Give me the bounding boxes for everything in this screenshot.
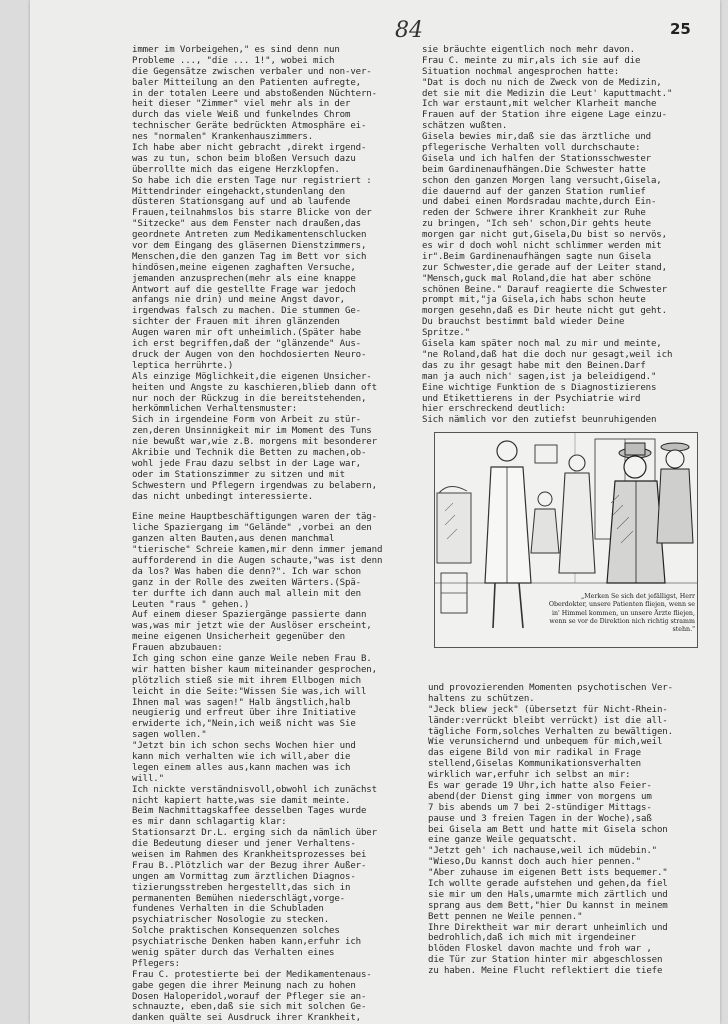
text-line: Situation nochmal angesprochen hatte:: [422, 66, 620, 77]
text-line: überrollte mich das eigene Herzklopfen.: [132, 164, 340, 175]
text-line: Frau C. protestierte bei der Medikamentenaus-: [132, 969, 372, 980]
text-line: Ich nickte verständnisvoll,obwohl ich zunächst: [132, 784, 377, 795]
text-line: und Etikettierens in der Psychiatrie wird: [422, 393, 641, 404]
text-line: sichter der Frauen mit ihren glänzenden: [132, 317, 340, 328]
text-line: sie bräuchte eigentlich noch mehr davon.: [422, 45, 635, 55]
text-line: Ich ging schon eine ganze Weile neben Frau B.: [132, 653, 372, 664]
text-line: "Wieso,Du kannst doch auch hier pennen.": [428, 857, 641, 868]
text-line: psychiatrische Denken haben kann,erfuhr ich: [132, 937, 361, 948]
right-text-column-bottom: [428, 683, 728, 977]
text-line: tägliche Form,solches Verhalten zu bewältigen.: [428, 726, 673, 737]
text-line: zen,deren Unsinnigkeit mir im Moment des Tuns: [132, 426, 372, 437]
text-line: es wir d doch wohl nicht schlimmer werden mit: [422, 241, 662, 252]
text-line: ganzen alten Bauten,aus denen manchmal: [132, 534, 335, 545]
text-line: ich erst begriffen,daß der "glänzende" Aus-: [132, 339, 361, 350]
text-line: legen einem alles aus,kann machen was ich: [132, 762, 351, 773]
text-line: die Bedeutung dieser und jener Verhaltens-: [132, 839, 356, 850]
text-line: leptica herrührte.): [132, 360, 234, 371]
text-line: haltens zu schützen.: [428, 693, 535, 704]
text-line: man ja auch nich' sagen,ist ja beleidigend.": [422, 371, 657, 382]
text-line: "Aber zuhause im eigenen Bett ists bequemer.": [428, 868, 668, 879]
text-line: prompt mit,"ja Gisela,ich habs schon heute: [422, 295, 646, 306]
text-line: beim Gardinenaufhängen.Die Schwester hatte: [422, 164, 646, 175]
text-line: Ihnen mal was sagen!" Halb ängstlich,halb: [132, 697, 351, 708]
text-line: technischer Geräte bedrückten Atmosphäre ei-: [132, 121, 367, 132]
text-line: zu bringen, "Ich seh' schon,Dir gehts heute: [422, 219, 651, 230]
text-line: und provozierenden Momenten psychotischen Ver-: [428, 683, 673, 693]
text-line: Gisela kam später noch mal zu mir und meinte,: [422, 339, 662, 350]
handwritten-page-number: 84: [395, 18, 423, 43]
text-line: und dabei einen Mordsradau machte,durch Ein-: [422, 197, 657, 208]
text-line: fundenes Verhalten in die Schubladen: [132, 904, 324, 915]
text-line: Frau C. meinte zu mir,als ich sie auf die: [422, 55, 641, 66]
text-line: länder:verrückt bleibt verrückt) ist die all-: [428, 715, 668, 726]
text-line: neugierig und erfreut über ihre Initiative: [132, 708, 356, 719]
text-line: weisen im Rahmen des Krankheitsprozesses bei: [132, 850, 367, 861]
text-line: düsteren Stationsgang auf und ab laufende: [132, 197, 351, 208]
text-line: jemanden anzusprechen(mehr als eine knappe: [132, 273, 356, 284]
text-line: "Mensch,guck mal Roland,die hat aber schöne: [422, 273, 651, 284]
text-line: sagen wollen.": [132, 730, 207, 741]
text-line: nes "normalen" Krankenhauszimmers.: [132, 132, 314, 143]
scanned-page: [30, 0, 720, 1024]
text-line: "Jeck bliew jeck" (übersetzt für Nicht-Rhein-: [428, 704, 668, 715]
text-line: wirklich war,erfuhr ich selbst an mir:: [428, 770, 631, 781]
text-line: pause und 3 freien Tagen in der Woche),saß: [428, 813, 652, 824]
text-line: wir hatten bisher kaum miteinander gesprochen,: [132, 664, 377, 675]
text-line: anfangs nie drin) und meine Angst davor,: [132, 295, 345, 306]
text-line: Bett pennen ne Weile pennen.": [428, 911, 583, 922]
text-line: durch das viele Weiß und funkelndes Chrom: [132, 110, 351, 121]
text-line: Gisela und ich halfen der Stationsschwester: [422, 153, 651, 164]
text-line: Sich nämlich vor den zutiefst beunruhigenden: [422, 415, 657, 426]
text-line: "Jetzt geh' ich nachause,weil ich müdebin.": [428, 846, 657, 857]
text-line: herkömmlichen Verhaltensmuster:: [132, 404, 298, 415]
text-line: zur Schwester,die gerade auf der Leiter stand,: [422, 262, 667, 273]
text-line: wohl jede Frau dazu selbst in der Lage war,: [132, 458, 361, 469]
text-line: sprang aus dem Bett,"hier Du kannst in meinem: [428, 900, 668, 911]
text-line: die Gegensätze zwischen verbaler und non-ver-: [132, 66, 372, 77]
text-line: danken quälte sei Ausdruck ihrer Krankheit,: [132, 1013, 361, 1024]
text-line: das nicht unbedingt interessierte.: [132, 491, 314, 502]
text-line: Beim Nachmittagskaffee desselben Tages wurde: [132, 806, 367, 817]
text-line: Antwort auf die gestellte Frage war jedoch: [132, 284, 356, 295]
text-line: Eine meine Hauptbeschäftigungen waren der täg-: [132, 512, 377, 523]
text-line: Akribie und Technik die Betten zu machen,ob-: [132, 447, 367, 458]
text-line: vor dem Eingang des gläsernen Dienstzimmers,: [132, 241, 367, 252]
text-line: das eigene Bild von mir radikal in Frage: [428, 748, 641, 759]
text-line: heit dieser "Zimmer" viel mehr als in der: [132, 99, 351, 110]
text-line: pflegerische Verhalten voll durchschaute:: [422, 143, 641, 154]
text-line: zu haben. Meine Flucht reflektiert die tiefe: [428, 966, 663, 977]
text-line: Als einzige Möglichkeit,die eigenen Unsicher-: [132, 371, 372, 382]
text-line: nie bewußt war,wie z.B. morgens mit besonderer: [132, 437, 377, 448]
text-line: psychiatrischer Nosologie zu stecken.: [132, 915, 330, 926]
text-line: Es war gerade 19 Uhr,ich hatte also Feier-: [428, 781, 652, 792]
text-line: hier erschreckend deutlich:: [422, 404, 566, 415]
text-line: Menschen,die den ganzen Tag im Bett vor sich: [132, 251, 367, 262]
left-text-column: [132, 45, 432, 1024]
text-line: Eine wichtige Funktion de s Diagnostizierens: [422, 382, 657, 393]
text-line: morgen gesehn,daß es Dir heute nicht gut geht.: [422, 306, 667, 317]
text-line: plötzlich stieß sie mit ihrem Ellbogen mich: [132, 675, 361, 686]
text-line: ir".Beim Gardinenaufhängen sagte nun Gisela: [422, 251, 651, 262]
text-line: das zu ihr gesagt habe mit den Beinen.Darf: [422, 360, 646, 371]
text-line: 7 bis abends um 7 bei 2-stündiger Mittags-: [428, 802, 652, 813]
text-line: will.": [132, 773, 164, 784]
text-line: Ihre Direktheit war mir derart unheimlich und: [428, 922, 668, 933]
text-line: liche Spaziergang im "Gelände" ,vorbei an den: [132, 523, 372, 534]
text-line: ter durfte ich dann auch mal allein mit den: [132, 588, 361, 599]
text-line: leicht in die Seite:"Wissen Sie was,ich will: [132, 686, 367, 697]
text-line: heiten und Ängste zu kaschieren,blieb dann oft: [132, 382, 377, 393]
text-line: "Sitzecke" aus dem Fenster nach draußen,das: [132, 219, 361, 230]
cartoon-illustration: [434, 432, 698, 648]
text-line: Frauen auf der Station ihre eigene Lage einzu-: [422, 110, 667, 121]
text-line: Leuten "raus " gehen.): [132, 599, 250, 610]
text-line: schönen Beine." Darauf reagierte die Schwester: [422, 284, 667, 295]
text-line: Schwestern und Pflegern irgendwas zu belabern,: [132, 480, 377, 491]
text-line: "Dat is doch nu nich de Zweck von de Medizin,: [422, 77, 662, 88]
text-line: "Jetzt bin ich schon sechs Wochen hier und: [132, 741, 356, 752]
text-line: gabe gegen die ihrer Meinung nach zu hohen: [132, 980, 356, 991]
text-line: schon den ganzen Morgen lang versucht,Gisela,: [422, 175, 662, 186]
text-line: Sich in irgendeine Form von Arbeit zu stür-: [132, 415, 361, 426]
text-line: schätzen wußten.: [422, 121, 508, 132]
text-line: immer im Vorbeigehen," es sind denn nun: [132, 45, 340, 55]
text-line: "tierische" Schreie kamen,mir denn immer jemand: [132, 545, 383, 556]
text-line: wenig später durch das Verhalten eines: [132, 948, 335, 959]
text-line: ganz in der Rolle des zweiten Wärters.(Spä-: [132, 577, 361, 588]
text-line: geordnete Antreten zum Medikamentenschlucken: [132, 230, 367, 241]
text-line: bedrohlich,daß ich mich mit irgendeiner: [428, 933, 636, 944]
text-line: ungen am Vormittag zum ärztlichen Diagnos-: [132, 871, 356, 882]
text-line: stellend,Giselas Kommunikationsverhalten: [428, 759, 641, 770]
text-line: kann mich verhalten wie ich will,aber die: [132, 752, 351, 762]
text-line: "ne Roland,daß hat die doch nur gesagt,weil ich: [422, 349, 673, 360]
text-line: aufforderend in die Augen schaute,"was ist denn: [132, 555, 383, 566]
text-line: erwiderte ich,"Nein,ich weiß nicht was Sie: [132, 719, 356, 730]
text-line: es mir dann schlagartig klar:: [132, 817, 287, 828]
text-line: sie mir um den Hals,umarmte mich zärtlich und: [428, 889, 668, 900]
right-text-column-top: [422, 45, 722, 426]
text-line: [132, 502, 432, 512]
text-line: bei Gisela am Bett und hatte mit Gisela schon: [428, 824, 668, 835]
text-line: Spritze.": [422, 328, 470, 339]
text-line: Mittendrinder eingehackt,stundenlang den: [132, 186, 345, 197]
text-line: hindösen,meine eigenen zaghaften Versuche,: [132, 262, 356, 273]
text-line: abend(der Dienst ging immer von morgens um: [428, 791, 652, 802]
text-line: Pflegers:: [132, 958, 180, 969]
text-line: Gisela bewies mir,daß sie das ärztliche und: [422, 132, 651, 143]
text-line: So habe ich die ersten Tage nur registriert :: [132, 175, 372, 186]
text-line: oder im Stationszimmer zu sitzen und mit: [132, 469, 345, 480]
text-line: da los? Was haben die denn?". Ich war schon: [132, 566, 361, 577]
text-line: irgendwas falsch zu machen. Die stummen Ge-: [132, 306, 361, 317]
text-line: was zu tun, schon beim bloßen Versuch dazu: [132, 153, 356, 164]
text-line: tizierungsstreben hergestellt,das sich in: [132, 882, 351, 893]
text-line: Auf einem dieser Spaziergänge passierte dann: [132, 610, 367, 621]
printed-page-number: 25: [670, 20, 691, 38]
text-line: die dauernd auf der ganzen Station rumlief: [422, 186, 646, 197]
text-line: die Tür zur Station hinter mir abgeschlossen: [428, 955, 663, 966]
text-line: det sie mit die Medizin die Leut' kaputtmacht.": [422, 88, 673, 99]
text-line: schnauzte, eben,daß sie sich mit solchen Ge-: [132, 1002, 367, 1013]
cartoon-caption: „Merken Se sich det jefälligst, Herr Oberdokter, unsere Patienten fliejen, wenn se in' Himmel kommen, un unsere Ärzte fliejen, wenn se vor de Direktion nich richtig stramm stehn.": [548, 593, 695, 634]
text-line: was,was mir jetzt wie der Auslöser erscheint,: [132, 621, 372, 632]
text-line: druck der Augen von den hochdosierten Neuro-: [132, 349, 367, 360]
text-line: in der totalen Leere und abstoßenden Nüchtern-: [132, 88, 377, 99]
text-line: nicht kapiert hatte,was sie damit meinte.: [132, 795, 351, 806]
text-line: Ich war erstaunt,mit welcher Klarheit manche: [422, 99, 657, 110]
text-line: Probleme ..., "die ... 1!", wobei mich: [132, 55, 335, 66]
text-line: permanenten Bemühen niederschlägt,vorge-: [132, 893, 345, 904]
text-line: morgen gar nicht gut,Gisela,Du bist so nervös,: [422, 230, 667, 241]
text-line: Dosen Haloperidol,worauf der Pfleger sie an-: [132, 991, 367, 1002]
text-line: Wie verunsichernd und unbequem für mich,weil: [428, 737, 663, 748]
text-line: Solche praktischen Konsequenzen solches: [132, 926, 340, 937]
text-line: Stationsarzt Dr.L. erging sich da nämlich über: [132, 828, 377, 839]
text-line: Frauen abzubauen:: [132, 643, 223, 654]
text-line: reden der Schwere ihrer Krankheit zur Ruhe: [422, 208, 646, 219]
text-line: Ich wollte gerade aufstehen und gehen,da fiel: [428, 879, 668, 890]
text-line: Frauen,teilnahmslos bis starre Blicke von der: [132, 208, 372, 219]
text-line: Ich habe aber nicht gebracht ,direkt irgend-: [132, 143, 367, 154]
text-line: eine ganze Weile gequatscht.: [428, 835, 578, 846]
text-line: nur noch der Rückzug in die bereitstehenden,: [132, 393, 367, 404]
text-line: Du brauchst bestimmt bald wieder Deine: [422, 317, 625, 328]
text-line: meine eigenen Unsicherheit gegenüber den: [132, 632, 345, 643]
text-line: Augen waren mir oft unheimlich.(Später habe: [132, 328, 361, 339]
text-line: blöden Floskel davon machte und froh war ,: [428, 944, 652, 955]
text-line: Frau B..Plötzlich war der Bezug ihrer Äußer-: [132, 860, 367, 871]
text-line: baler Mitteilung an den Patienten aufregte,: [132, 77, 361, 88]
